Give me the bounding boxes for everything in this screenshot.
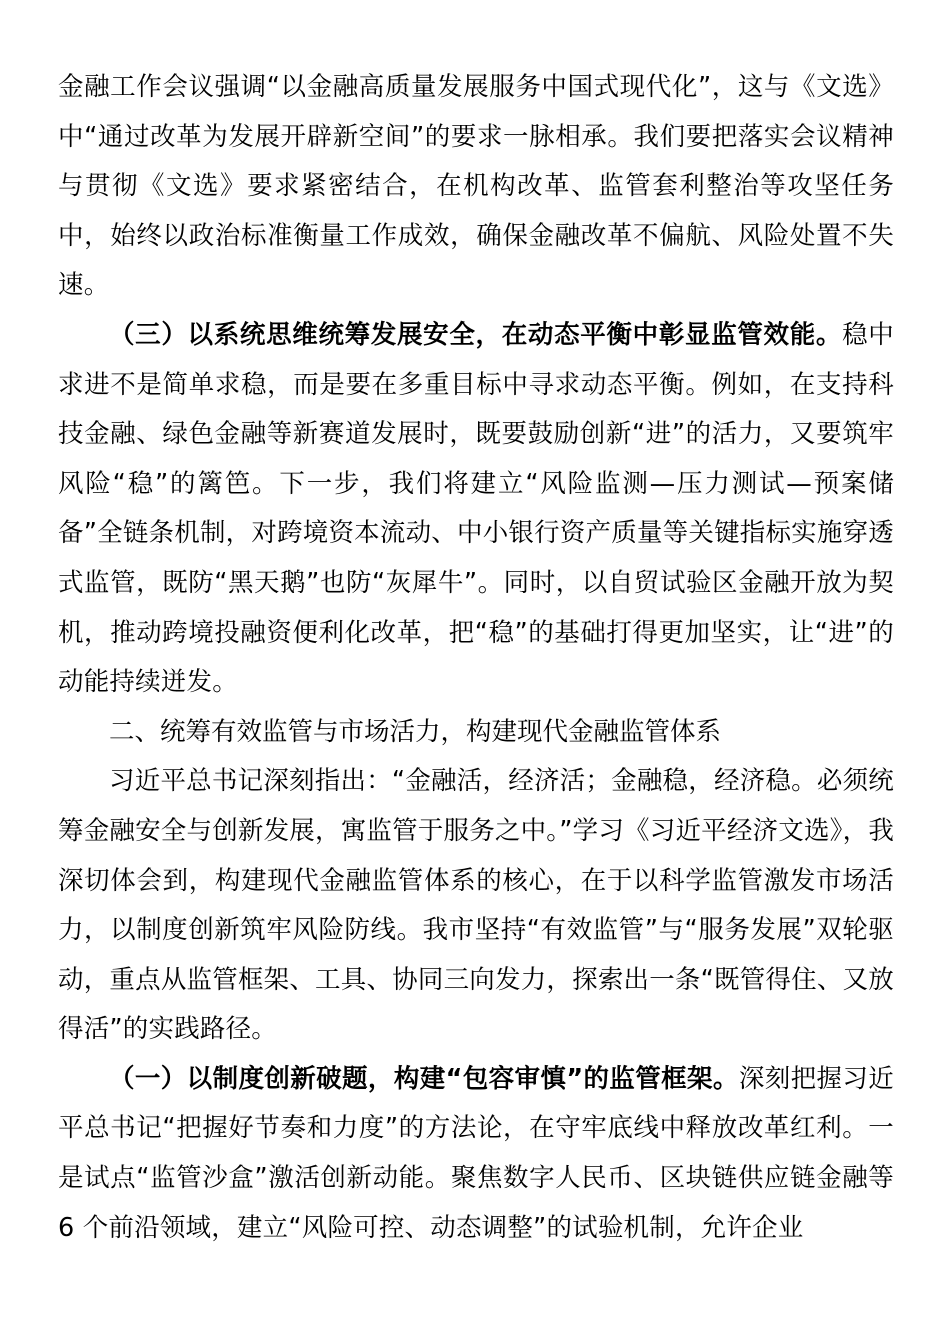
paragraph-2-text: 稳中求进不是简单求稳，而是要在多重目标中寻求动态平衡。例如，在支持科技金融、绿色金融等新赛道发展时，既要鼓励创新“进”的活力，又要筑牢风险“稳”的篱笆。下一步，我们将建立“风险监测—压力测试—预案储备”全链条机制，对跨境资本流动、中小银行资产质量等关键指标实施穿透式监管，既防“黑天鹅”也防“灰犀牛”。同时，以自贸试验区金融开放为契机，推动跨境投融资便利化改革，把“稳”的基础打得更加坚实，让“进”的动能持续迸发。 bbox=[58, 319, 894, 698]
paragraph-2 bbox=[58, 311, 894, 708]
paragraph-1 bbox=[58, 63, 894, 311]
paragraph-3 bbox=[58, 757, 894, 1055]
paragraph-3-text: 习近平总书记深刻指出：“金融活，经济活；金融稳，经济稳。必须统筹金融安全与创新发展，寓监管于服务之中。”学习《习近平经济文选》，我深切体会到，构建现代金融监管体系的核心，在于以科学监管激发市场活力，以制度创新筑牢风险防线。我市坚持“有效监管”与“服务发展”双轮驱动，重点从监管框架、工具、协同三向发力，探索出一条“既管得住、又放得活”的实践路径。 bbox=[58, 766, 895, 1045]
section-heading-2 bbox=[58, 708, 894, 758]
document-page bbox=[58, 63, 894, 1253]
paragraph-2-lead: （三）以系统思维统筹发展安全，在动态平衡中彰显监管效能。 bbox=[109, 319, 843, 350]
paragraph-4 bbox=[58, 1055, 894, 1253]
section-heading-2-text: 二、统筹有效监管与市场活力，构建现代金融监管体系 bbox=[109, 716, 722, 747]
paragraph-4-text: 深刻把握习近平总书记“把握好节奏和力度”的方法论，在守牢底线中释放改革红利。一是试点“监管沙盒”激活创新动能。聚焦数字人民币、区块链供应链金融等 6 个前沿领域，建立“风险可控、动态调整”的试验机制，允许企业 bbox=[58, 1063, 894, 1243]
paragraph-4-lead: （一）以制度创新破题，构建“包容审慎”的监管框架。 bbox=[109, 1063, 739, 1094]
paragraph-1-text: 金融工作会议强调“以金融高质量发展服务中国式现代化”，这与《文选》中“通过改革为发展开辟新空间”的要求一脉相承。我们要把落实会议精神与贯彻《文选》要求紧密结合，在机构改革、监管套利整治等攻坚任务中，始终以政治标准衡量工作成效，确保金融改革不偏航、风险处置不失速。 bbox=[58, 72, 894, 301]
